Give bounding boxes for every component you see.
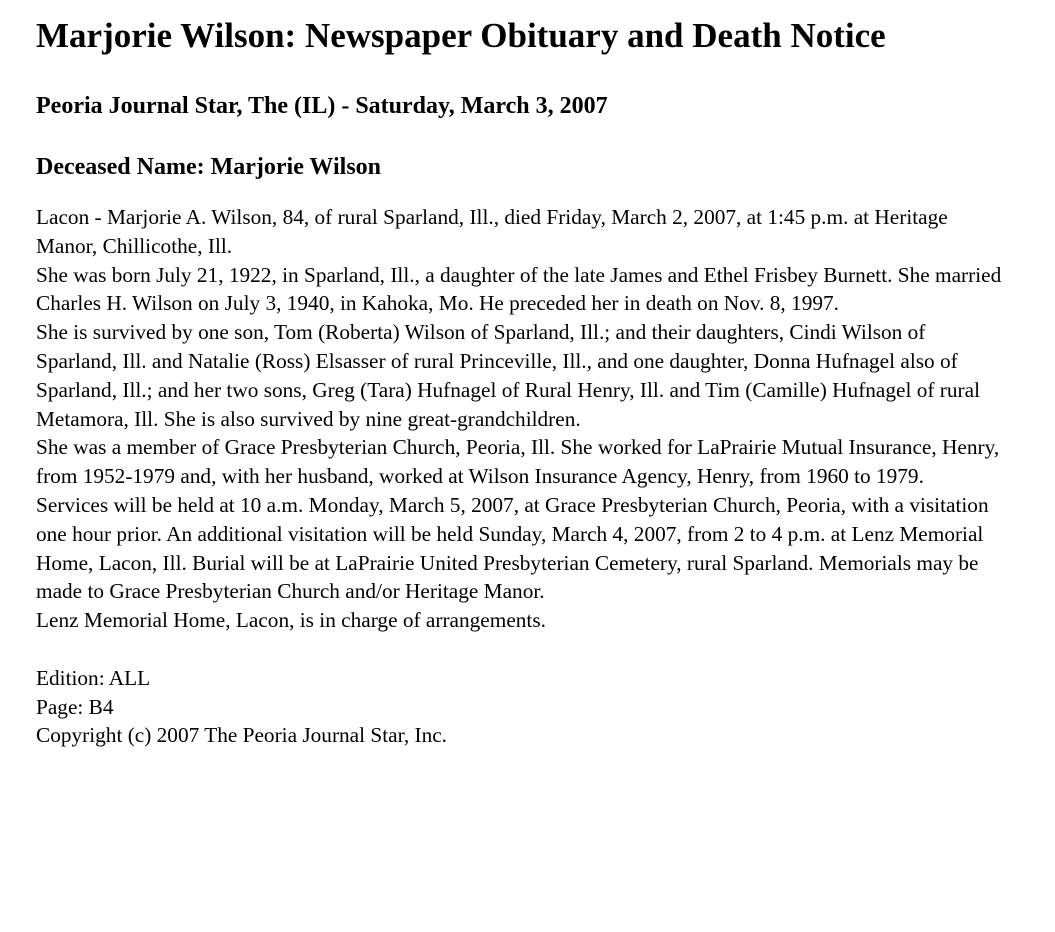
copyright: Copyright (c) 2007 The Peoria Journal Star, Inc.	[36, 723, 447, 748]
publication-meta	[36, 664, 1019, 750]
paragraph-death: Lacon - Marjorie A. Wilson, 84, of rural Sparland, Ill., died Friday, March 2, 2007, at 1:45 p.m. at Heritage Manor, Chillicothe, Ill.	[36, 205, 948, 258]
paragraph-birth-marriage: She was born July 21, 1922, in Sparland, Ill., a daughter of the late James and Ethel Frisbey Burnett. She married Charles H. Wilson on July 3, 1940, in Kahoka, Mo. He preceded her in death on Nov. 8, 1997.	[36, 262, 1002, 316]
page-number: Page: B4	[36, 694, 114, 719]
document-title: Marjorie Wilson: Newspaper Obituary and Death Notice	[36, 16, 886, 55]
edition: Edition: ALL	[36, 665, 151, 690]
paragraph-survivors: She is survived by one son, Tom (Roberta) Wilson of Sparland, Ill.; and their daughters, Cindi Wilson of Sparland, Ill. and Natalie (Ross) Elsasser of rural Princeville, Ill., and one daughter, Donna Hufnagel also of Sparland, Ill.; and her two sons, Greg (Tara) Hufnagel of Rural Henry, Ill. and Tim (Camille) Hufnagel of rural Metamora, Ill. She is also survived by nine great-grandchildren.	[36, 320, 980, 431]
deceased-name: Deceased Name: Marjorie Wilson	[36, 154, 382, 180]
paragraph-services: Services will be held at 10 a.m. Monday, March 5, 2007, at Grace Presbyterian Church, Peoria, with a visitation one hour prior. An additional visitation will be held Sunday, March 4, 2007, from 2 to 4 p.m. at Lenz Memorial Home, Lacon, Ill. Burial will be at LaPrairie United Presbyterian Cemetery, rural Sparland. Memorials may be made to Grace Presbyterian Church and/or Heritage Manor.	[36, 492, 989, 604]
publication-source: Peoria Journal Star, The (IL) - Saturday, March 3, 2007	[36, 93, 608, 119]
paragraph-career: She was a member of Grace Presbyterian Church, Peoria, Ill. She worked for LaPrairie Mutual Insurance, Henry, from 1952-1979 and, with her husband, worked at Wilson Insurance Agency, Henry, from 1960 to 1979.	[36, 435, 1000, 489]
paragraph-arrangements: Lenz Memorial Home, Lacon, is in charge of arrangements.	[36, 608, 546, 633]
obituary-body	[36, 203, 1011, 635]
